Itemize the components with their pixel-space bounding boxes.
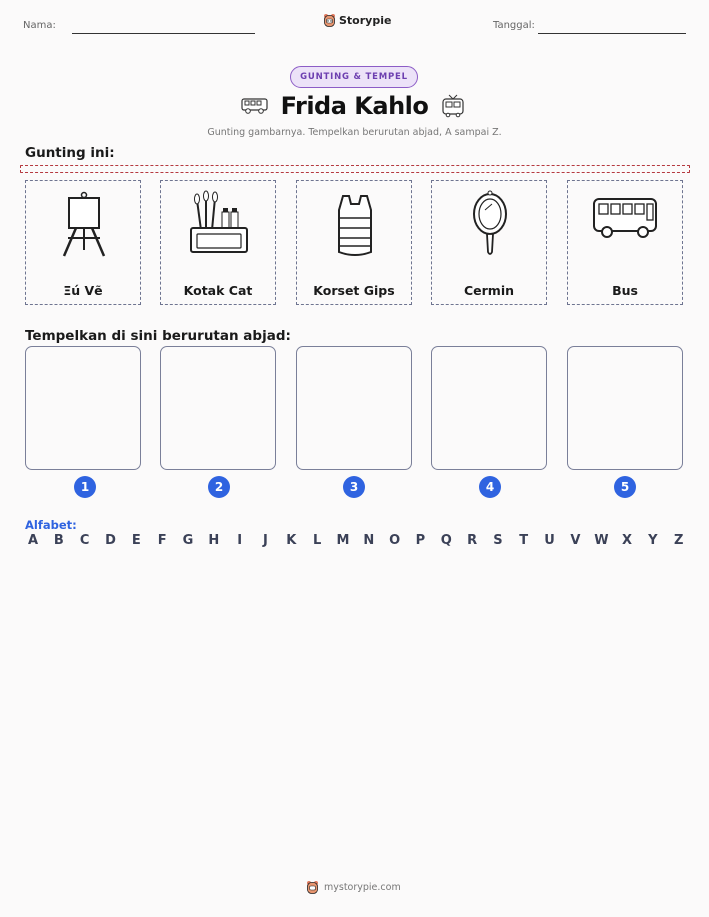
alphabet-letter: T (519, 533, 529, 548)
alphabet-letter: N (363, 533, 375, 548)
number-badge: 2 (208, 476, 230, 498)
corset-icon (325, 190, 385, 260)
cut-card-2[interactable] (160, 180, 276, 305)
cut-card-4[interactable] (431, 180, 547, 305)
alphabet-letter: X (622, 533, 633, 548)
number-badge: 5 (614, 476, 636, 498)
alphabet-letter: M (336, 533, 350, 548)
paste-box-1[interactable] (25, 346, 141, 470)
card-label: Korset Gips (313, 283, 395, 298)
footer-url[interactable]: mystorypie.com (324, 882, 401, 893)
cut-heading: Gunting ini: (25, 145, 115, 161)
alphabet-letter: J (263, 533, 268, 548)
alphabet-letter: H (208, 533, 220, 548)
alphabet-letter: W (594, 533, 609, 548)
alphabet-letter: K (286, 533, 297, 548)
cut-card-1[interactable] (25, 180, 141, 305)
cut-card-5[interactable] (567, 180, 683, 305)
date-line[interactable] (538, 33, 686, 34)
cut-card-3[interactable] (296, 180, 412, 305)
tram-icon (438, 94, 468, 118)
card-label: Bus (612, 283, 638, 298)
paint-box-icon (189, 190, 249, 260)
page-title: Frida Kahlo (280, 92, 429, 120)
alphabet-letter: P (415, 533, 426, 548)
alphabet-letter: G (182, 533, 194, 548)
brand (323, 13, 391, 28)
storypie-logo-icon (306, 880, 319, 895)
brand-name: Storypie (339, 14, 392, 27)
name-label: Nama: (23, 20, 56, 31)
footer (306, 880, 401, 895)
alphabet-letter: Z (673, 533, 684, 548)
alphabet-letter: C (79, 533, 90, 548)
number-badge: 3 (343, 476, 365, 498)
activity-badge: GUNTING & TEMPEL (290, 66, 418, 88)
alphabet-letter: B (53, 533, 64, 548)
cut-line (20, 165, 690, 173)
number-badge: 4 (479, 476, 501, 498)
alphabet-letter: S (493, 533, 503, 548)
bus-icon (591, 190, 661, 260)
date-label: Tanggal: (493, 20, 535, 31)
number-badge: 1 (74, 476, 96, 498)
paste-heading: Tempelkan di sini berurutan abjad: (25, 328, 291, 344)
paste-box-5[interactable] (567, 346, 683, 470)
card-label: Ξú Vẽ (63, 283, 103, 298)
card-label: Kotak Cat (183, 283, 253, 298)
alphabet-heading: Alfabet: (25, 518, 77, 532)
alphabet-letter: L (312, 533, 322, 548)
name-line[interactable] (72, 33, 255, 34)
alphabet-letter: I (237, 533, 243, 548)
alphabet-letter: R (467, 533, 478, 548)
alphabet-letter: E (131, 533, 141, 548)
storypie-logo-icon (323, 13, 336, 28)
card-label: Cermin (463, 283, 515, 298)
alphabet-letter: V (570, 533, 581, 548)
paste-box-2[interactable] (160, 346, 276, 470)
alphabet-letter: D (105, 533, 116, 548)
instructions: Gunting gambarnya. Tempelkan berurutan abjad, A sampai Z. (207, 127, 502, 138)
hand-mirror-icon (460, 190, 520, 260)
alphabet-letter: Q (440, 533, 452, 548)
alphabet-letter: F (157, 533, 167, 548)
alphabet-letter: O (389, 533, 401, 548)
alphabet-letter: Y (648, 533, 658, 548)
paste-box-4[interactable] (431, 346, 547, 470)
easel-icon (54, 190, 114, 260)
alphabet-row (26, 533, 686, 548)
alphabet-letter: U (544, 533, 555, 548)
alphabet-letter: A (27, 533, 39, 548)
paste-box-3[interactable] (296, 346, 412, 470)
